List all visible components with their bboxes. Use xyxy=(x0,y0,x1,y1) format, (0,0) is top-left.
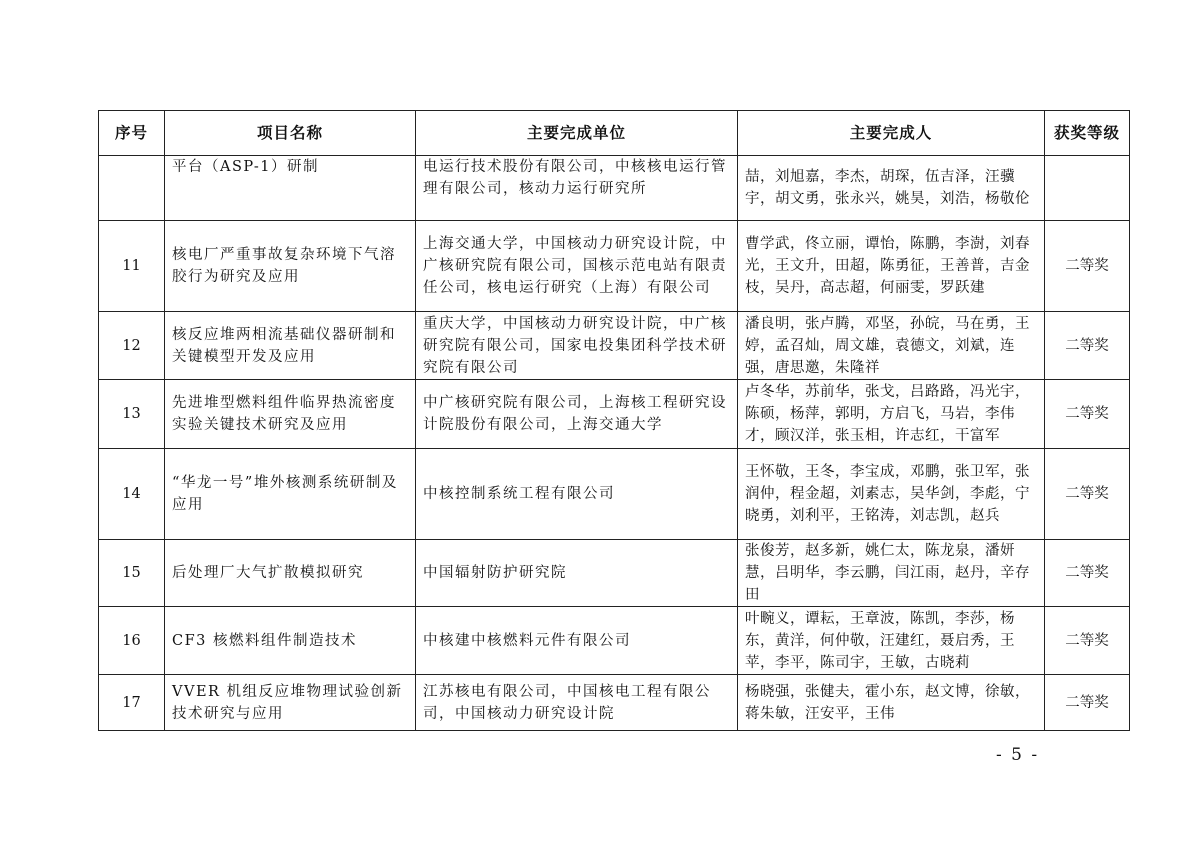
header-completion-people: 主要完成人 xyxy=(738,111,1045,156)
completion-people: 杨晓强，张健夫，霍小东，赵文博，徐敏，蒋朱敏，汪安平，王伟 xyxy=(738,675,1045,731)
header-project-name: 项目名称 xyxy=(165,111,416,156)
row-number xyxy=(99,156,165,221)
award-level: 二等奖 xyxy=(1045,380,1130,449)
header-number: 序号 xyxy=(99,111,165,156)
completion-unit: 重庆大学，中国核动力研究设计院，中广核研究院有限公司，国家电投集团科学技术研究院有限公司 xyxy=(416,312,738,380)
completion-people: 喆，刘旭嘉，李杰，胡琛，伍吉泽，汪骥宇，胡文勇，张永兴，姚昊，刘浩，杨敬伦 xyxy=(738,156,1045,221)
completion-unit: 中核控制系统工程有限公司 xyxy=(416,449,738,540)
completion-people: 叶畹义，谭耘，王章波，陈凯，李莎，杨东，黄洋，何仲敬，汪建红，聂启秀，王苹，李平，陈司宇，王敏，古晓莉 xyxy=(738,607,1045,675)
header-completion-unit: 主要完成单位 xyxy=(416,111,738,156)
project-name: CF3 核燃料组件制造技术 xyxy=(165,607,416,675)
award-level: 二等奖 xyxy=(1045,449,1130,540)
completion-unit: 中广核研究院有限公司，上海核工程研究设计院股份有限公司，上海交通大学 xyxy=(416,380,738,449)
project-name: 核反应堆两相流基础仪器研制和关键模型开发及应用 xyxy=(165,312,416,380)
completion-people: 王怀敬，王冬，李宝成，邓鹏，张卫军，张润仲，程金超，刘素志，吴华剑，李彪，宁晓勇，刘利平，王铭涛，刘志凯，赵兵 xyxy=(738,449,1045,540)
row-number: 14 xyxy=(99,449,165,540)
award-level: 二等奖 xyxy=(1045,540,1130,607)
page-number: - 5 - xyxy=(996,745,1040,765)
row-number: 17 xyxy=(99,675,165,731)
completion-people: 卢冬华，苏前华，张戈，吕路路，冯光宇，陈硕，杨萍，郭明，方启飞，马岩，李伟才，顾汉洋，张玉相，许志红，干富军 xyxy=(738,380,1045,449)
award-level: 二等奖 xyxy=(1045,221,1130,312)
project-name: 核电厂严重事故复杂环境下气溶胶行为研究及应用 xyxy=(165,221,416,312)
table-row xyxy=(99,449,1130,540)
completion-unit: 电运行技术股份有限公司，中核核电运行管理有限公司，核动力运行研究所 xyxy=(416,156,738,221)
completion-unit: 中核建中核燃料元件有限公司 xyxy=(416,607,738,675)
header-award-level: 获奖等级 xyxy=(1045,111,1130,156)
completion-unit: 上海交通大学，中国核动力研究设计院，中广核研究院有限公司，国核示范电站有限责任公司，核电运行研究（上海）有限公司 xyxy=(416,221,738,312)
row-number: 11 xyxy=(99,221,165,312)
project-name: 平台（ASP-1）研制 xyxy=(165,156,416,221)
table-row xyxy=(99,156,1130,221)
table-row xyxy=(99,540,1130,607)
completion-people: 曹学武，佟立丽，谭怡，陈鹏，李澍，刘春光，王文升，田超，陈勇征，王善普，吉金枝，吴丹，高志超，何丽雯，罗跃建 xyxy=(738,221,1045,312)
completion-unit: 江苏核电有限公司，中国核电工程有限公司，中国核动力研究设计院 xyxy=(416,675,738,731)
award-level: 二等奖 xyxy=(1045,312,1130,380)
project-name: “华龙一号”堆外核测系统研制及应用 xyxy=(165,449,416,540)
table-row xyxy=(99,380,1130,449)
row-number: 13 xyxy=(99,380,165,449)
header-row xyxy=(99,111,1130,156)
award-level xyxy=(1045,156,1130,221)
completion-people: 张俊芳，赵多新，姚仁太，陈龙泉，潘妍慧，吕明华，李云鹏，闫江雨，赵丹，辛存田 xyxy=(738,540,1045,607)
project-name: 先进堆型燃料组件临界热流密度实验关键技术研究及应用 xyxy=(165,380,416,449)
table-row xyxy=(99,675,1130,731)
row-number: 16 xyxy=(99,607,165,675)
award-level: 二等奖 xyxy=(1045,675,1130,731)
project-name: 后处理厂大气扩散模拟研究 xyxy=(165,540,416,607)
award-level: 二等奖 xyxy=(1045,607,1130,675)
table-row xyxy=(99,607,1130,675)
row-number: 15 xyxy=(99,540,165,607)
table-row xyxy=(99,312,1130,380)
project-name: VVER 机组反应堆物理试验创新技术研究与应用 xyxy=(165,675,416,731)
completion-people: 潘良明，张卢腾，邓坚，孙皖，马在勇，王婷，孟召灿，周文雄，袁德文，刘斌，连强，唐思邀，朱隆祥 xyxy=(738,312,1045,380)
table-row xyxy=(99,221,1130,312)
award-table xyxy=(98,110,1130,731)
row-number: 12 xyxy=(99,312,165,380)
completion-unit: 中国辐射防护研究院 xyxy=(416,540,738,607)
